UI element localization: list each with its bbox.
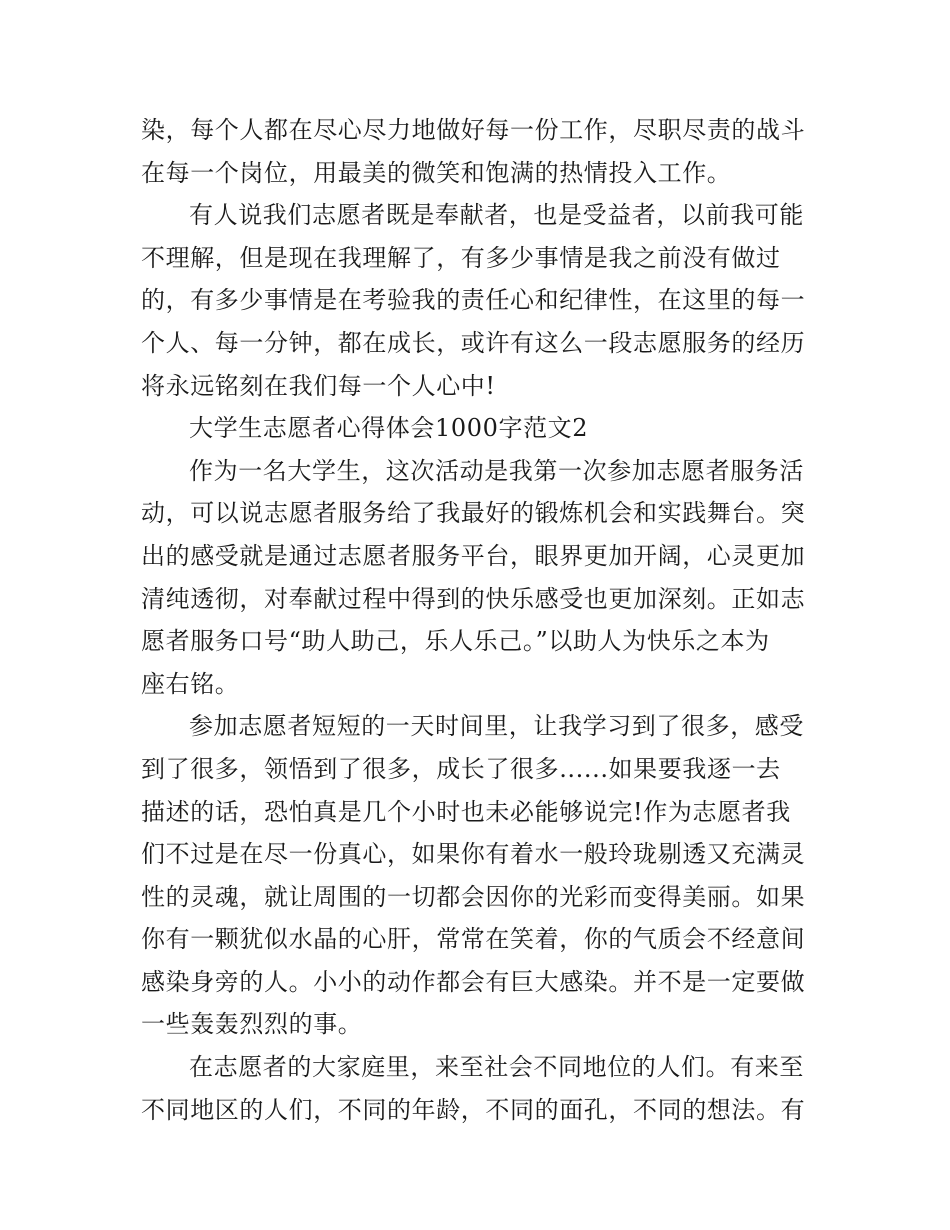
paragraph-start-line: 有人说我们志愿者既是奉献者，也是受益者，以前我可能 xyxy=(189,201,804,230)
text-line: 你有一颗犹似水晶的心肝，常常在笑着，你的气质会不经意间 xyxy=(141,925,806,954)
text-line: 染，每个人都在尽心尽力地做好每一份工作，尽职尽责的战斗 xyxy=(141,116,806,144)
text-line: 不理解，但是现在我理解了，有多少事情是我之前没有做过 xyxy=(141,243,781,272)
text-line: 不同地区的人们，不同的年龄，不同的面孔，不同的想法。有 xyxy=(141,1095,806,1124)
paragraph-start-line: 在志愿者的大家庭里，来至社会不同地位的人们。有来至 xyxy=(189,1053,804,1082)
section-heading: 大学生志愿者心得体会1000字范文2 xyxy=(189,414,589,443)
text-line: 愿者服务口号“助人助己，乐人乐己。”以助人为快乐之本为 xyxy=(141,627,770,656)
text-line: 们不过是在尽一份真心，如果你有着水一般玲珑剔透又充满灵 xyxy=(141,840,806,869)
paragraph-start-line: 参加志愿者短短的一天时间里，让我学习到了很多，感受 xyxy=(189,712,804,741)
text-line: 到了很多，领悟到了很多，成长了很多......如果要我逐一去 xyxy=(141,754,781,783)
text-line: 动，可以说志愿者服务给了我最好的锻炼机会和实践舞台。突 xyxy=(141,499,806,528)
text-line: 在每一个岗位，用最美的微笑和饱满的热情投入工作。 xyxy=(141,158,732,187)
text-line: 一些轰轰烈烈的事。 xyxy=(141,1010,363,1039)
text-line: 个人、每一分钟，都在成长，或许有这么一段志愿服务的经历 xyxy=(141,328,806,357)
document-body xyxy=(141,109,820,1131)
text-line: 座右铭。 xyxy=(141,669,240,698)
text-line: 出的感受就是通过志愿者服务平台，眼界更加开阔，心灵更加 xyxy=(141,541,806,570)
text-line: 描述的话，恐怕真是几个小时也未必能够说完!作为志愿者我 xyxy=(141,797,791,826)
text-line: 感染身旁的人。小小的动作都会有巨大感染。并不是一定要做 xyxy=(141,967,806,996)
paragraph-start-line: 作为一名大学生，这次活动是我第一次参加志愿者服务活 xyxy=(189,456,804,485)
text-line: 清纯透彻，对奉献过程中得到的快乐感受也更加深刻。正如志 xyxy=(141,584,806,613)
text-line: 性的灵魂，就让周围的一切都会因你的光彩而变得美丽。如果 xyxy=(141,882,806,911)
text-line: 将永远铭刻在我们每一个人心中! xyxy=(141,371,496,400)
text-line: 的，有多少事情是在考验我的责任心和纪律性，在这里的每一 xyxy=(141,286,806,315)
